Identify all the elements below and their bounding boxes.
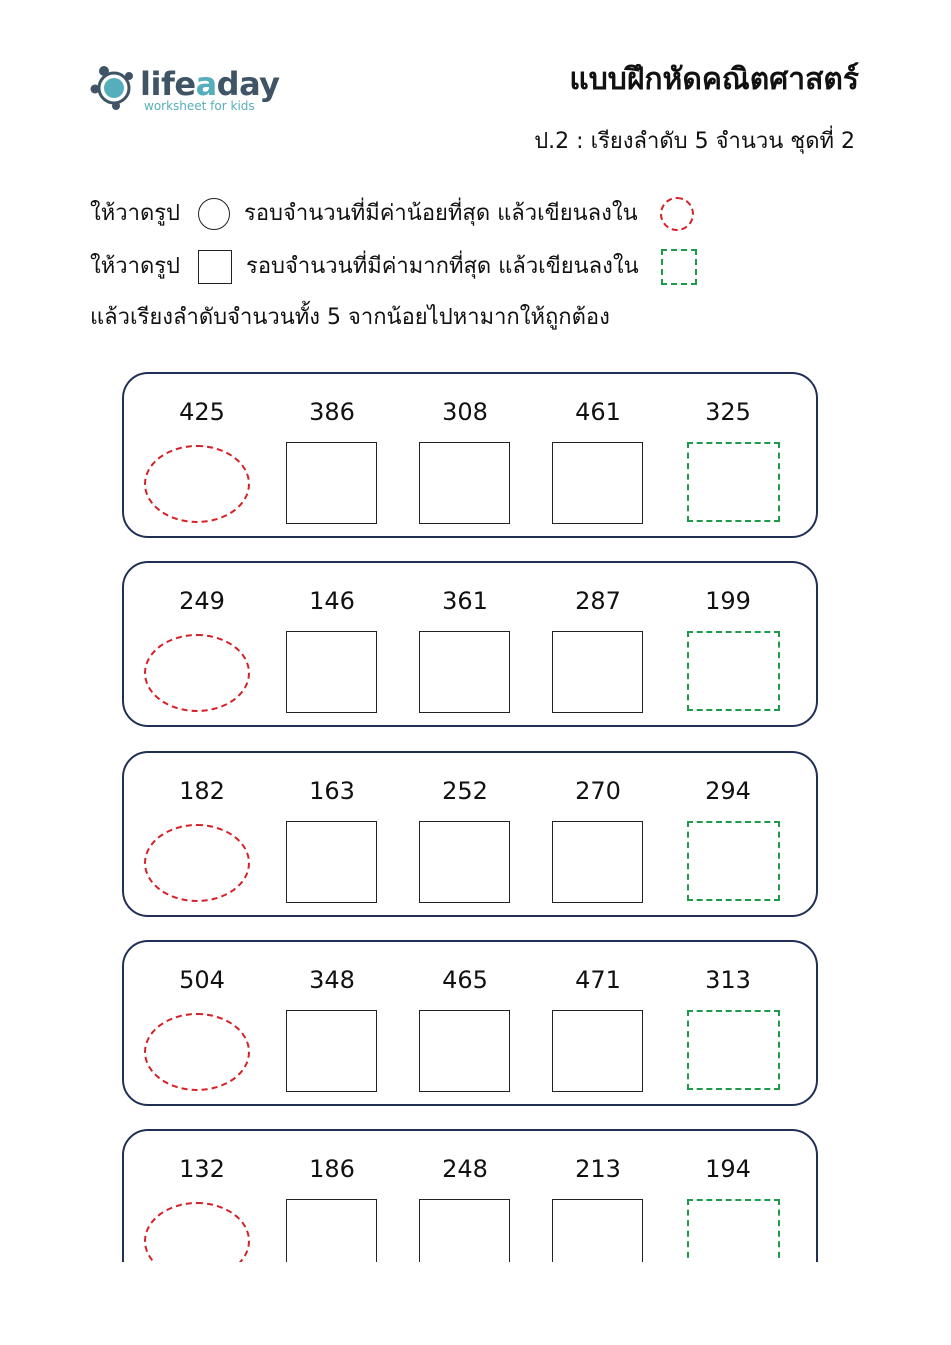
number-1: 504 (179, 966, 225, 994)
instruction-text: รอบจำนวนที่มีค่าน้อยที่สุด แล้วเขียนลงใน (244, 201, 638, 226)
exercise-row (122, 1129, 818, 1262)
number-5: 313 (705, 966, 751, 994)
number-1: 425 (179, 398, 225, 426)
largest-answer-box[interactable] (687, 821, 780, 901)
number-4: 270 (575, 777, 621, 805)
answer-box-3[interactable] (419, 631, 510, 713)
number-3: 252 (442, 777, 488, 805)
number-3: 248 (442, 1155, 488, 1183)
smallest-answer-oval[interactable] (144, 1013, 250, 1091)
smallest-answer-oval[interactable] (144, 824, 250, 902)
logo-tagline: worksheet for kids (144, 99, 255, 113)
largest-answer-box[interactable] (687, 1199, 780, 1262)
answer-box-2[interactable] (286, 631, 377, 713)
answer-box-2[interactable] (286, 821, 377, 903)
number-4: 213 (575, 1155, 621, 1183)
answer-box-4[interactable] (552, 1199, 643, 1262)
number-5: 199 (705, 587, 751, 615)
logo-wordmark: lifeaday (140, 65, 280, 103)
number-2: 348 (309, 966, 355, 994)
answer-box-4[interactable] (552, 631, 643, 713)
answer-box-2[interactable] (286, 1010, 377, 1092)
instruction-line-3: แล้วเรียงลำดับจำนวนทั้ง 5 จากน้อยไปหามากให้ถูกต้อง (90, 305, 610, 330)
number-2: 163 (309, 777, 355, 805)
exercise-row (122, 561, 818, 727)
number-5: 194 (705, 1155, 751, 1183)
number-2: 146 (309, 587, 355, 615)
number-4: 287 (575, 587, 621, 615)
number-2: 386 (309, 398, 355, 426)
number-3: 361 (442, 587, 488, 615)
number-4: 471 (575, 966, 621, 994)
answer-box-4[interactable] (552, 442, 643, 524)
answer-box-4[interactable] (552, 1010, 643, 1092)
smallest-answer-oval[interactable] (144, 634, 250, 712)
smallest-answer-oval[interactable] (144, 445, 250, 523)
largest-answer-box[interactable] (687, 631, 780, 711)
answer-box-3[interactable] (419, 1199, 510, 1262)
exercise-row (122, 751, 818, 917)
smallest-answer-oval[interactable] (144, 1202, 250, 1262)
largest-answer-box[interactable] (687, 442, 780, 522)
number-1: 182 (179, 777, 225, 805)
answer-box-3[interactable] (419, 442, 510, 524)
number-5: 294 (705, 777, 751, 805)
page-subtitle: ป.2 : เรียงลำดับ 5 จำนวน ชุดที่ 2 (534, 129, 855, 154)
number-4: 461 (575, 398, 621, 426)
largest-answer-box[interactable] (687, 1010, 780, 1090)
number-1: 249 (179, 587, 225, 615)
answer-box-3[interactable] (419, 821, 510, 903)
instruction-prefix: ให้วาดรูป (90, 201, 181, 226)
answer-box-2[interactable] (286, 442, 377, 524)
number-5: 325 (705, 398, 751, 426)
number-3: 465 (442, 966, 488, 994)
number-3: 308 (442, 398, 488, 426)
answer-box-3[interactable] (419, 1010, 510, 1092)
instruction-text: รอบจำนวนที่มีค่ามากที่สุด แล้วเขียนลงใน (246, 254, 639, 279)
page-title: แบบฝึกหัดคณิตศาสตร์ (569, 62, 859, 97)
exercise-row (122, 372, 818, 538)
instruction-prefix: ให้วาดรูป (90, 254, 181, 279)
answer-box-2[interactable] (286, 1199, 377, 1262)
number-2: 186 (309, 1155, 355, 1183)
number-1: 132 (179, 1155, 225, 1183)
exercise-row (122, 940, 818, 1106)
answer-box-4[interactable] (552, 821, 643, 903)
